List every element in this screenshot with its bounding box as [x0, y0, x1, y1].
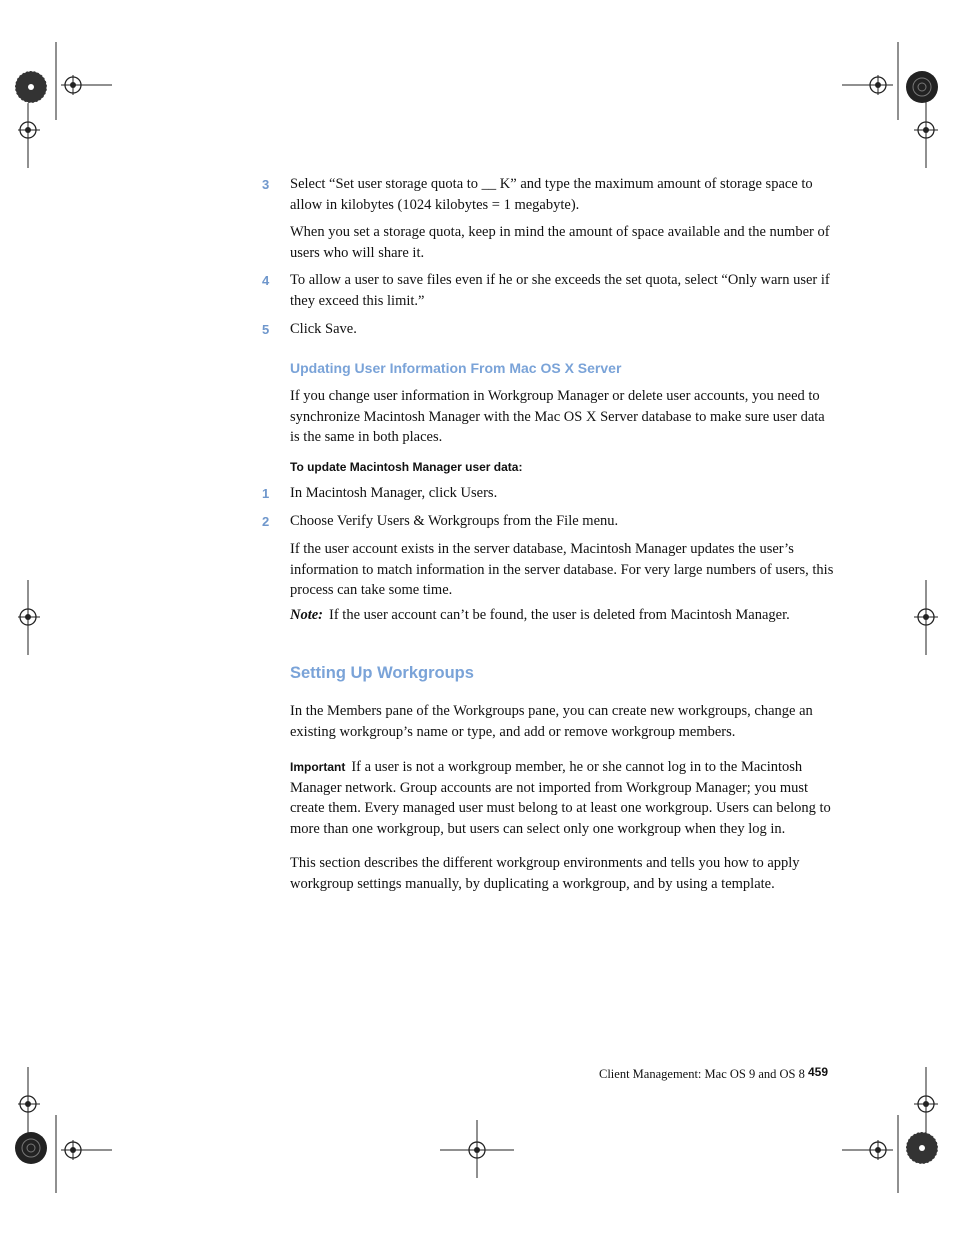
paragraph-quota: When you set a storage quota, keep in mind the amount of space available and the number of users who will share it.	[290, 224, 830, 261]
page-number: 459	[808, 1065, 829, 1079]
important-label: Important	[290, 760, 346, 774]
step-number: 5	[262, 322, 270, 337]
important-callout	[290, 757, 835, 839]
step-text: In Macintosh Manager, click Users.	[290, 485, 498, 501]
step-number: 1	[262, 486, 270, 501]
paragraph-after-steps: If the user account exists in the server database, Macintosh Manager updates the user’s information to match information in the server database. For very large numbers of users, this process can take some time.	[290, 541, 834, 598]
step-text: Choose Verify Users & Workgroups from the File menu.	[290, 513, 619, 529]
step-text: Select “Set user storage quota to __ K” and type the maximum amount of storage space to allow in kilobytes (1024 kilobytes = 1 megabyte).	[290, 176, 813, 213]
note	[290, 605, 835, 626]
step-number: 4	[262, 273, 270, 288]
paragraph-updating-intro: If you change user information in Workgroup Manager or delete user accounts, you need to synchronize Macintosh Manager with the Mac OS X Server database to make sure user data is the same in both places.	[290, 388, 825, 445]
note-text: If the user account can’t be found, the user is deleted from Macintosh Manager.	[329, 607, 790, 623]
note-label: Note:	[290, 607, 324, 623]
paragraph-closing: This section describes the different workgroup environments and tells you how to apply workgroup settings manually, by duplicating a workgroup, and by using a template.	[290, 855, 800, 892]
section-heading-updating: Updating User Information From Mac OS X Server	[290, 360, 622, 376]
section-heading-workgroups: Setting Up Workgroups	[290, 664, 474, 682]
step-text: To allow a user to save files even if he or she exceeds the set quota, select “Only warn user if they exceed this limit.”	[290, 272, 830, 309]
step-number: 3	[262, 177, 270, 192]
procedure-title: To update Macintosh Manager user data:	[290, 460, 523, 474]
important-text: If a user is not a workgroup member, he or she cannot log in to the Macintosh Manager network. Group accounts are not imported from Workgroup Manager; you must create them. Every managed user must belong to at least one workgroup. Users can belong to more than one workgroup, but users can select only one workgroup when they log in.	[290, 759, 831, 837]
paragraph-workgroups-intro: In the Members pane of the Workgroups pane, you can create new workgroups, change an existing workgroup’s name or type, and add or remove workgroup members.	[290, 703, 813, 740]
footer-chapter: Client Management: Mac OS 9 and OS 8	[599, 1067, 805, 1081]
step-text: Click Save.	[290, 321, 357, 337]
step-number: 2	[262, 514, 270, 529]
